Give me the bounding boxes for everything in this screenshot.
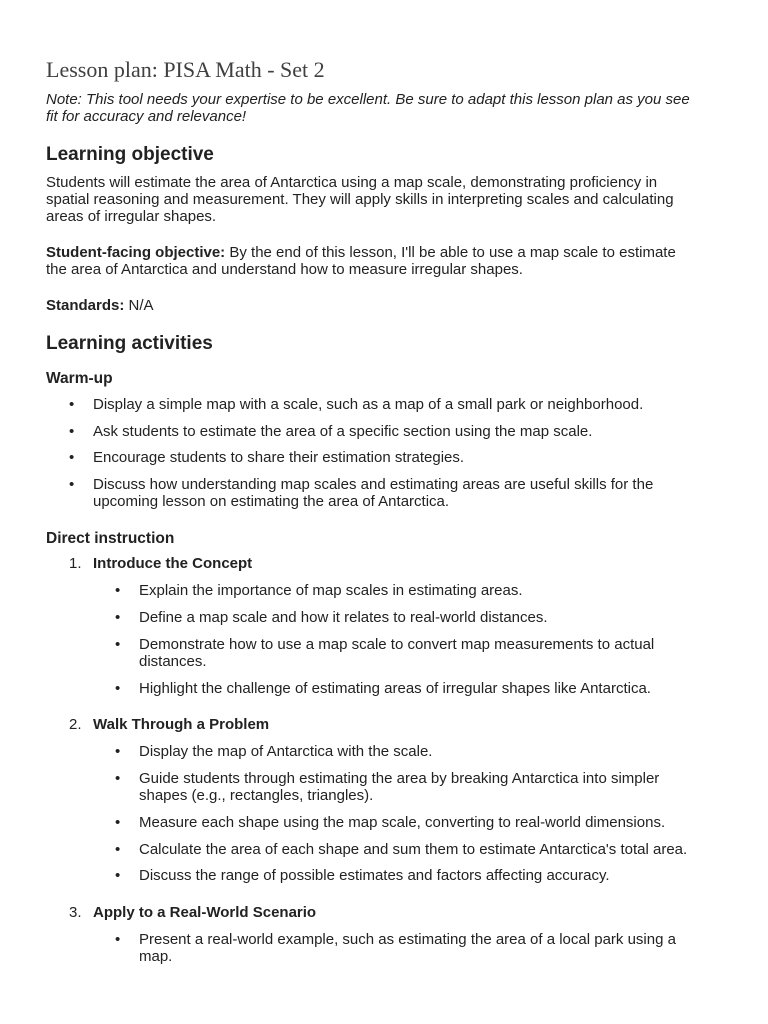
note-line-1: Note: This tool needs your expertise to be excellent. Be sure to adapt this lesson plan as you see (46, 91, 690, 108)
bullet-icon: • (115, 841, 121, 858)
student-facing-objective-line-1 (46, 244, 676, 261)
learning-objective-heading: Learning objective (46, 144, 214, 165)
objective-line-2: spatial reasoning and measurement. They will apply skills in interpreting scales and calculating (46, 191, 674, 208)
section-title: Apply to a Real-World Scenario (93, 904, 317, 921)
bullet-icon: • (115, 931, 121, 948)
list-item-continuation: shapes (e.g., rectangles, triangles). (139, 787, 374, 804)
section-number: 2. (69, 716, 82, 733)
standards-label: Standards: (46, 297, 125, 314)
list-item: Define a map scale and how it relates to real-world distances. (139, 609, 548, 626)
section-number: 1. (69, 555, 82, 572)
list-item: Highlight the challenge of estimating areas of irregular shapes like Antarctica. (139, 680, 651, 697)
list-item: Display a simple map with a scale, such as a map of a small park or neighborhood. (93, 396, 644, 413)
list-item: Measure each shape using the map scale, converting to real-world dimensions. (139, 814, 666, 831)
bullet-icon: • (115, 680, 121, 697)
bullet-icon: • (69, 449, 75, 466)
list-item: Explain the importance of map scales in estimating areas. (139, 582, 523, 599)
student-facing-label: Student-facing objective: (46, 244, 226, 261)
bullet-icon: • (115, 814, 121, 831)
bullet-icon: • (115, 582, 121, 599)
page-title: Lesson plan: PISA Math - Set 2 (46, 57, 325, 82)
bullet-icon: • (115, 636, 121, 653)
note-line-2: fit for accuracy and relevance! (46, 108, 247, 125)
student-facing-text: By the end of this lesson, I'll be able to use a map scale to estimate (225, 244, 676, 261)
list-item: Display the map of Antarctica with the scale. (139, 743, 433, 760)
section-title: Introduce the Concept (93, 555, 253, 572)
learning-activities-heading: Learning activities (46, 333, 213, 354)
list-item: Encourage students to share their estimation strategies. (93, 449, 465, 466)
student-facing-objective-line-2: the area of Antarctica and understand how to measure irregular shapes. (46, 261, 523, 278)
standards-value: N/A (124, 297, 154, 314)
list-item: Discuss how understanding map scales and estimating areas are useful skills for the (93, 476, 654, 493)
bullet-icon: • (115, 867, 121, 884)
list-item-continuation: distances. (139, 653, 207, 670)
section-title: Walk Through a Problem (93, 716, 270, 733)
list-item: Guide students through estimating the area by breaking Antarctica into simpler (139, 770, 660, 787)
bullet-icon: • (115, 770, 121, 787)
section-number: 3. (69, 904, 82, 921)
objective-line-3: areas of irregular shapes. (46, 208, 217, 225)
bullet-icon: • (115, 743, 121, 760)
standards-line (46, 297, 154, 314)
list-item-continuation: map. (139, 948, 173, 965)
direct-instruction-heading: Direct instruction (46, 530, 175, 547)
list-item: Discuss the range of possible estimates and factors affecting accuracy. (139, 867, 610, 884)
list-item-continuation: upcoming lesson on estimating the area of Antarctica. (93, 493, 450, 510)
bullet-icon: • (69, 423, 75, 440)
list-item: Ask students to estimate the area of a specific section using the map scale. (93, 423, 593, 440)
list-item: Demonstrate how to use a map scale to convert map measurements to actual (139, 636, 655, 653)
list-item: Present a real-world example, such as estimating the area of a local park using a (139, 931, 676, 948)
objective-line-1: Students will estimate the area of Antarctica using a map scale, demonstrating proficiency in (46, 174, 658, 191)
warmup-heading: Warm-up (46, 370, 113, 387)
list-item: Calculate the area of each shape and sum them to estimate Antarctica's total area. (139, 841, 688, 858)
bullet-icon: • (115, 609, 121, 626)
bullet-icon: • (69, 476, 75, 493)
bullet-icon: • (69, 396, 75, 413)
